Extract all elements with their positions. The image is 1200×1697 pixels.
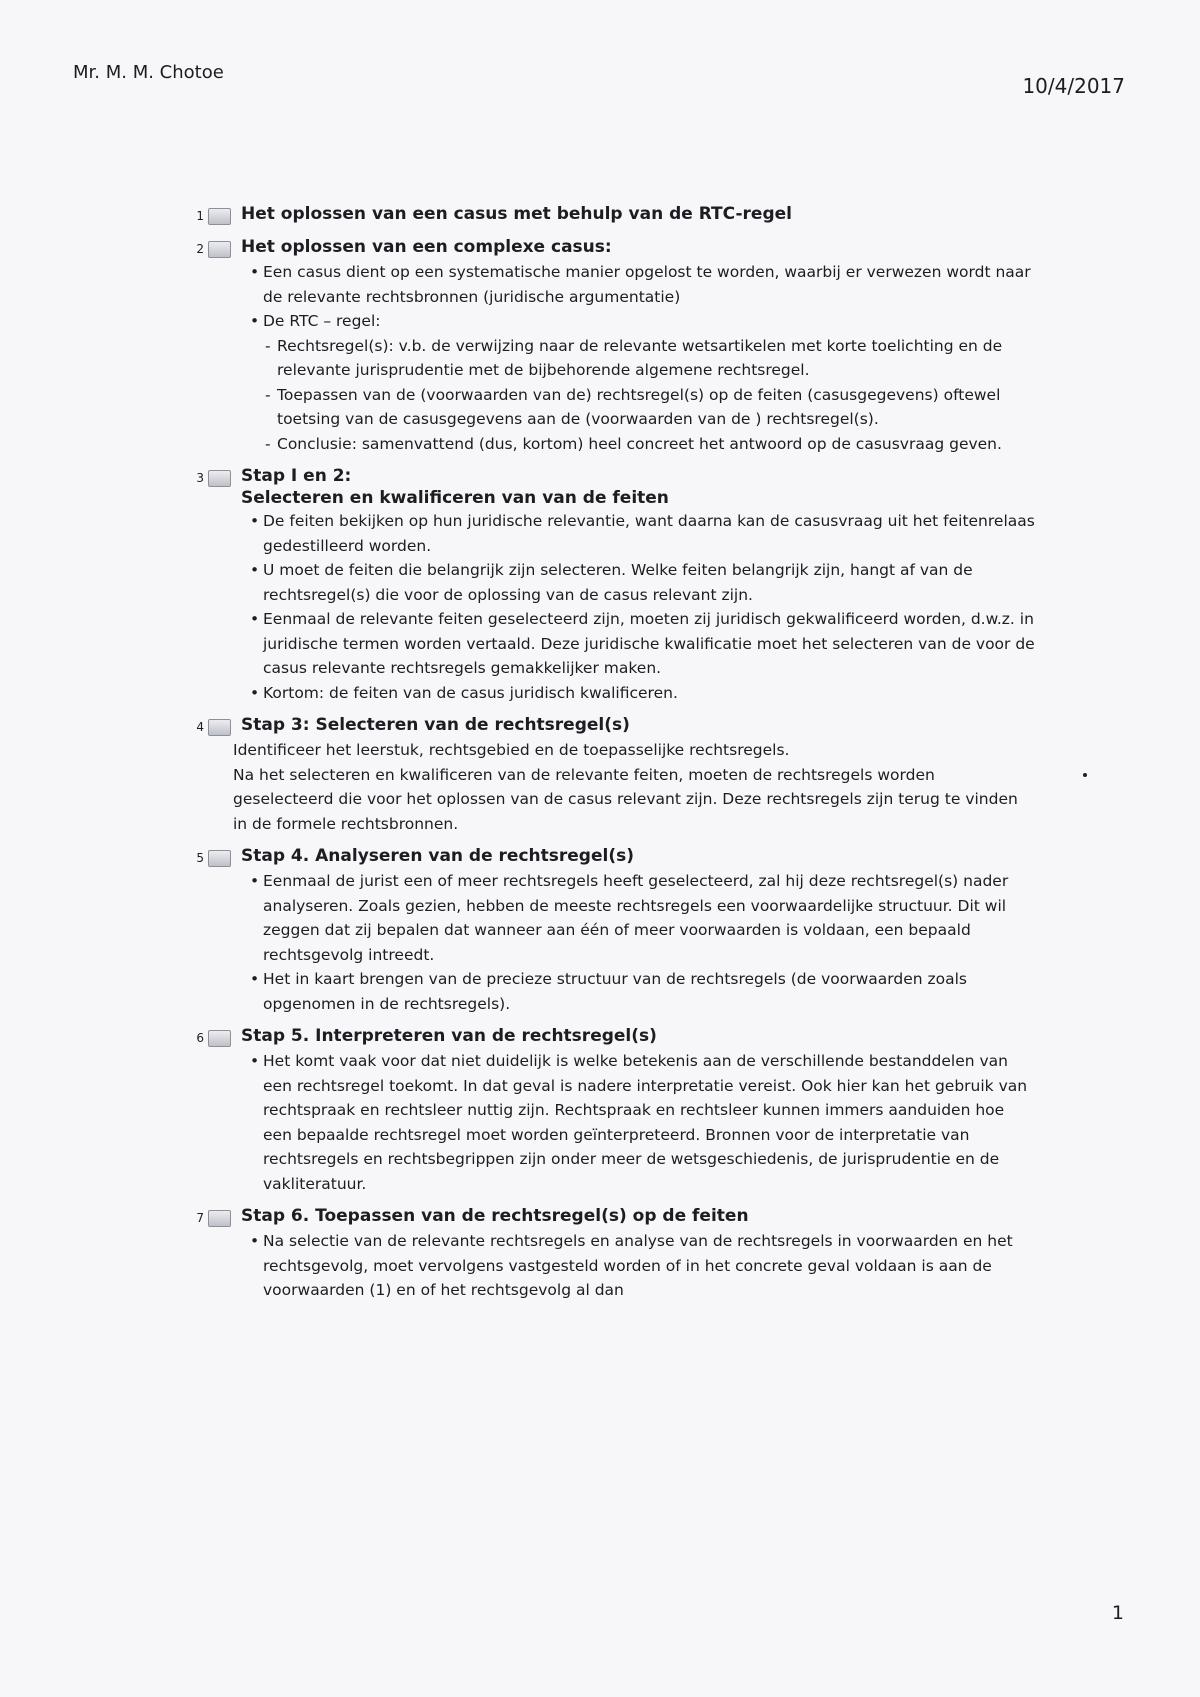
dash-item: - Rechtsregel(s): v.b. de verwijzing naar de relevante wetsartikelen met korte toelichting en de relevante jurisprudentie met de bijbehorende algemene rechtsregel. — [265, 334, 1035, 383]
item-number: 2 — [196, 242, 204, 256]
item-title: Stap 4. Analyseren van de rechtsregel(s) — [241, 846, 634, 866]
outline-item-6 — [195, 1025, 1035, 1196]
item-title — [241, 465, 669, 509]
bullet-item: • Een casus dient op een systematische manier opgelost te worden, waarbij er verwezen wordt naar de relevante rechtsbronnen (juridische argumentatie) — [250, 260, 1035, 309]
checkbox-icon[interactable] — [208, 208, 231, 225]
dash-item: - Conclusie: samenvattend (dus, kortom) heel concreet het antwoord op de casusvraag geven. — [265, 432, 1035, 457]
author-name: Mr. M. M. Chotoe — [73, 62, 224, 83]
checkbox-icon[interactable] — [208, 1210, 231, 1227]
item-number: 1 — [196, 209, 204, 223]
item-title: Stap 5. Interpreteren van de rechtsregel(s) — [241, 1026, 657, 1046]
outline-item-2 — [195, 236, 1035, 456]
dash-item: - Toepassen van de (voorwaarden van de) rechtsregel(s) op de feiten (casusgegevens) oftewel toetsing van de casusgegevens aan de (voorwaarden van de ) rechtsregel(s). — [265, 383, 1035, 432]
item-subtitle: Selecteren en kwalificeren van van de feiten — [241, 488, 669, 508]
item-number: 6 — [196, 1031, 204, 1045]
item-title-line: Stap I en 2: — [241, 466, 352, 486]
checkbox-icon[interactable] — [208, 719, 231, 736]
bullet-item: • De feiten bekijken op hun juridische relevantie, want daarna kan de casusvraag uit het feitenrelaas gedestilleerd worden. — [250, 509, 1035, 558]
document-date: 10/4/2017 — [1022, 74, 1125, 98]
checkbox-icon[interactable] — [208, 1030, 231, 1047]
bullet-item: • U moet de feiten die belangrijk zijn selecteren. Welke feiten belangrijk zijn, hangt af van de rechtsregel(s) die voor de oplossing van de casus relevant zijn. — [250, 558, 1035, 607]
outline-content — [195, 203, 1035, 1312]
checkbox-icon[interactable] — [208, 241, 231, 258]
outline-item-4 — [195, 714, 1035, 836]
bullet-item: • Kortom: de feiten van de casus juridisch kwalificeren. — [250, 681, 1035, 706]
item-title: Het oplossen van een complexe casus: — [241, 237, 612, 257]
bullet-item: • Eenmaal de relevante feiten geselecteerd zijn, moeten zij juridisch gekwalificeerd worden, d.w.z. in juridische termen worden vertaald. Deze juridische kwalificatie moet het selecteren van de voor de casus relevante rechtsregels gemakkelijker maken. — [250, 607, 1035, 681]
paragraph: Na het selecteren en kwalificeren van de relevante feiten, moeten de rechtsregels worden geselecteerd die voor het oplossen van de casus relevant zijn. Deze rechtsregels zijn terug te vinden in de formele rechtsbronnen. — [233, 765, 1018, 833]
outline-item-1 — [195, 203, 1035, 227]
outline-item-5 — [195, 845, 1035, 1016]
bullet-item: • Het in kaart brengen van de precieze structuur van de rechtsregels (de voorwaarden zoals opgenomen in de rechtsregels). — [250, 967, 1035, 1016]
item-title: Het oplossen van een casus met behulp van de RTC-regel — [241, 204, 792, 224]
checkbox-icon[interactable] — [208, 470, 231, 487]
paragraph: Identificeer het leerstuk, rechtsgebied en de toepasselijke rechtsregels. — [233, 741, 790, 759]
bullet-item: • Eenmaal de jurist een of meer rechtsregels heeft geselecteerd, zal hij deze rechtsregel(s) nader analyseren. Zoals gezien, hebben de meeste rechtsregels een voorwaardelijke structuur. Dit wil zeggen dat zij bepalen dat wanneer aan één of meer voorwaarden is voldaan, een bepaald rechtsgevolg intreedt. — [250, 869, 1035, 967]
scan-speck — [1083, 773, 1087, 777]
bullet-item: • Na selectie van de relevante rechtsregels en analyse van de rechtsregels in voorwaarden en het rechtsgevolg, moet vervolgens vastgesteld worden of in het concrete geval voldaan is aan de voorwaarden (1) en of het rechtsgevolg al dan — [250, 1229, 1035, 1303]
bullet-item: • Het komt vaak voor dat niet duidelijk is welke betekenis aan de verschillende bestanddelen van een rechtsregel toekomt. In dat geval is nadere interpretatie vereist. Ook hier kan het gebruik van rechtspraak en rechtsleer nuttig zijn. Rechtspraak en rechtsleer kunnen immers aanduiden hoe een bepaalde rechtsregel moet worden geïnterpreteerd. Bronnen voor de interpretatie van rechtsregels en rechtsbegrippen zijn onder meer de wetsgeschiedenis, de jurisprudentie en de vakliteratuur. — [250, 1049, 1035, 1196]
page-number: 1 — [1111, 1602, 1124, 1624]
item-number: 4 — [196, 720, 204, 734]
item-number: 5 — [196, 851, 204, 865]
outline-item-3 — [195, 465, 1035, 705]
checkbox-icon[interactable] — [208, 850, 231, 867]
item-number: 3 — [196, 471, 204, 485]
item-number: 7 — [196, 1211, 204, 1225]
item-title: Stap 3: Selecteren van de rechtsregel(s) — [241, 715, 630, 735]
bullet-item: • De RTC – regel: — [250, 309, 1035, 334]
item-title: Stap 6. Toepassen van de rechtsregel(s) op de feiten — [241, 1206, 749, 1226]
outline-item-7 — [195, 1205, 1035, 1303]
